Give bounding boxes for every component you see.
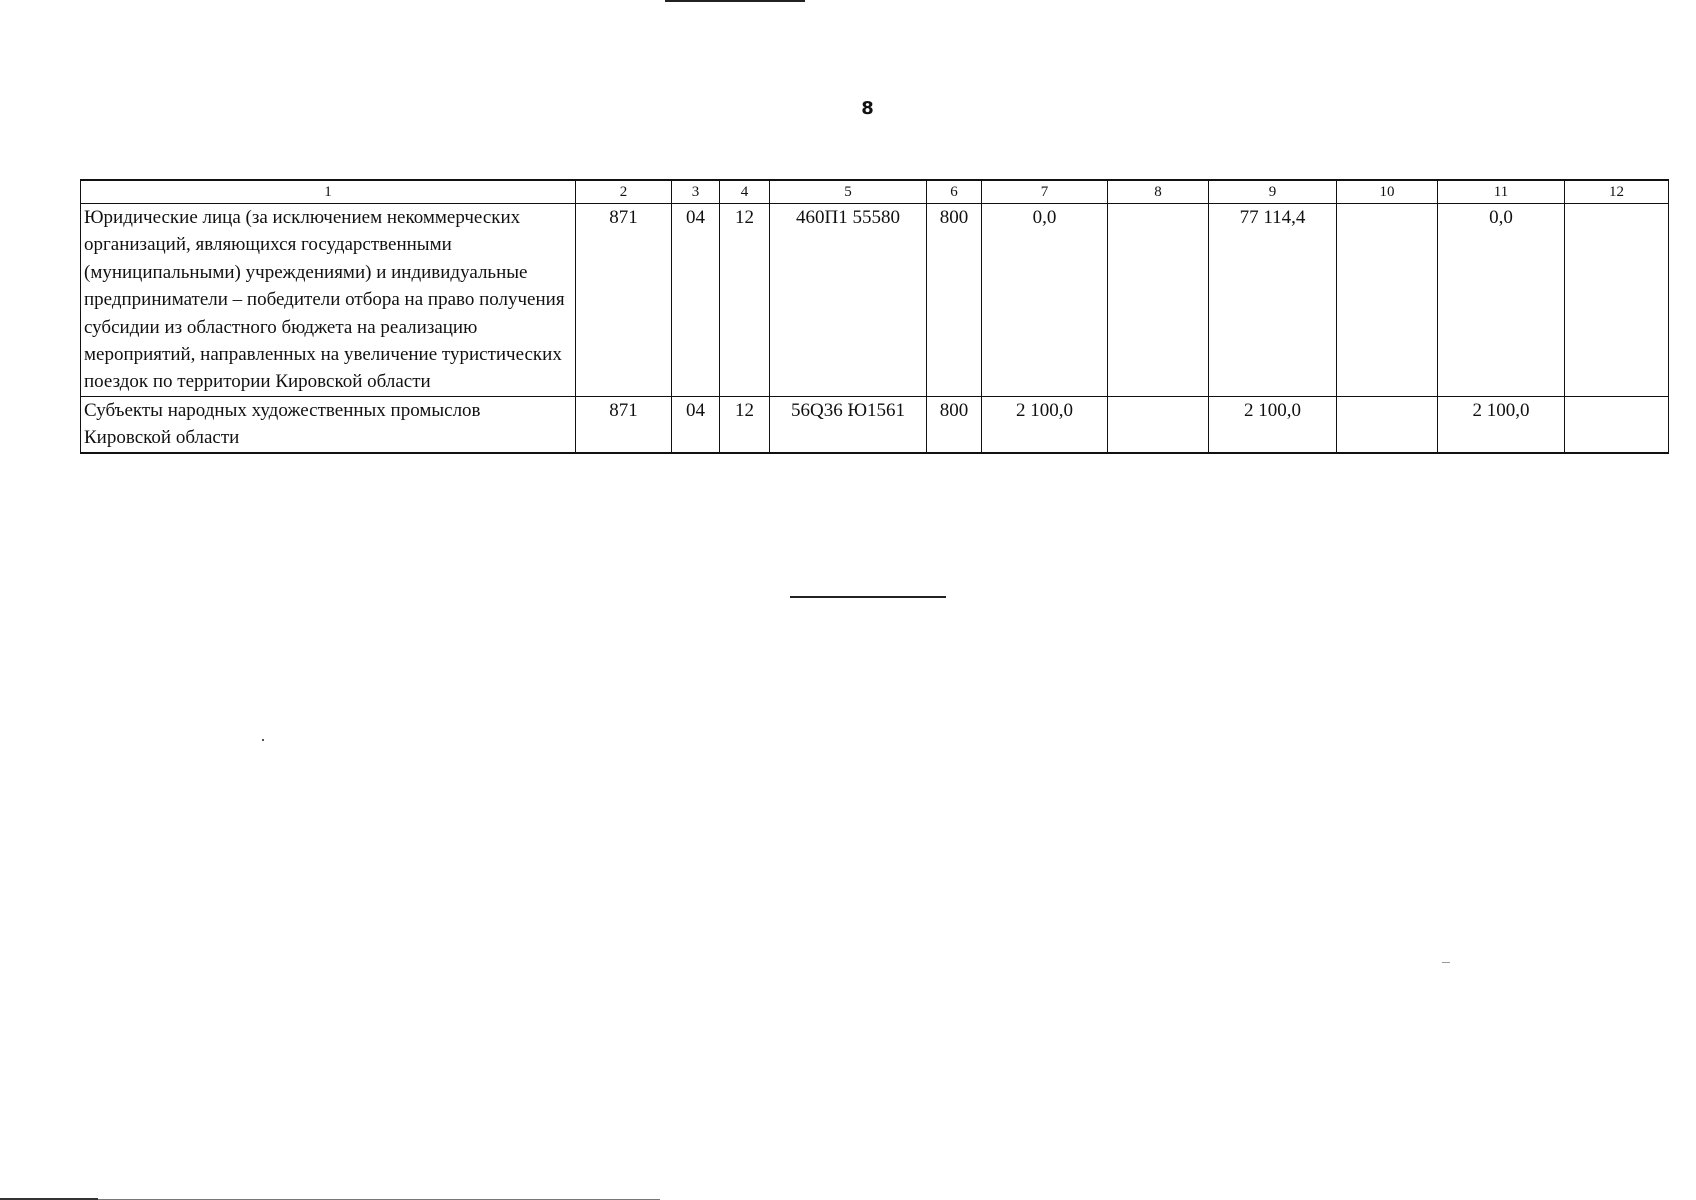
section-code-cell: 04 xyxy=(672,396,720,452)
amount-cell: 0,0 xyxy=(1438,204,1565,397)
amount-cell xyxy=(1108,204,1209,397)
target-article-cell: 56Q36 Ю1561 xyxy=(770,396,927,452)
page-number: 8 xyxy=(861,98,874,119)
recipient-name-cell: Юридические лица (за исключением некоммерческих организаций, являющихся государственными (муниципальными) учреждениями) и индивидуальные предприниматели – победители отбора на право получения субсидии из областного бюджета на реализацию мероприятий, направленных на увеличение туристических поездок по территории Кировской области xyxy=(81,204,576,397)
expense-type-cell: 800 xyxy=(927,204,982,397)
amount-cell: 0,0 xyxy=(982,204,1108,397)
budget-table xyxy=(80,179,1669,454)
amount-cell xyxy=(1565,204,1669,397)
column-header: 9 xyxy=(1209,180,1337,204)
subsection-code-cell: 12 xyxy=(720,204,770,397)
amount-cell: 2 100,0 xyxy=(982,396,1108,452)
recipient-name-cell: Субъекты народных художественных промыслов Кировской области xyxy=(81,396,576,452)
amount-cell xyxy=(1337,204,1438,397)
expense-type-cell: 800 xyxy=(927,396,982,452)
ministry-code-cell: 871 xyxy=(576,396,672,452)
target-article-cell: 460П1 55580 xyxy=(770,204,927,397)
ministry-code-cell: 871 xyxy=(576,204,672,397)
column-header: 7 xyxy=(982,180,1108,204)
amount-cell xyxy=(1565,396,1669,452)
column-header: 2 xyxy=(576,180,672,204)
column-header: 6 xyxy=(927,180,982,204)
column-header: 8 xyxy=(1108,180,1209,204)
table-header-row xyxy=(81,180,1669,204)
section-code-cell: 04 xyxy=(672,204,720,397)
table-row xyxy=(81,204,1669,397)
table-row xyxy=(81,396,1669,452)
amount-cell: 2 100,0 xyxy=(1438,396,1565,452)
scan-artifact xyxy=(1442,962,1450,963)
column-header: 10 xyxy=(1337,180,1438,204)
column-header: 5 xyxy=(770,180,927,204)
top-divider-line xyxy=(665,0,805,2)
column-header: 1 xyxy=(81,180,576,204)
column-header: 11 xyxy=(1438,180,1565,204)
amount-cell xyxy=(1108,396,1209,452)
amount-cell: 77 114,4 xyxy=(1209,204,1337,397)
subsection-code-cell: 12 xyxy=(720,396,770,452)
column-header: 4 xyxy=(720,180,770,204)
column-header: 12 xyxy=(1565,180,1669,204)
amount-cell: 2 100,0 xyxy=(1209,396,1337,452)
scan-artifact xyxy=(262,739,264,741)
column-header: 3 xyxy=(672,180,720,204)
amount-cell xyxy=(1337,396,1438,452)
end-of-document-line xyxy=(790,596,946,598)
